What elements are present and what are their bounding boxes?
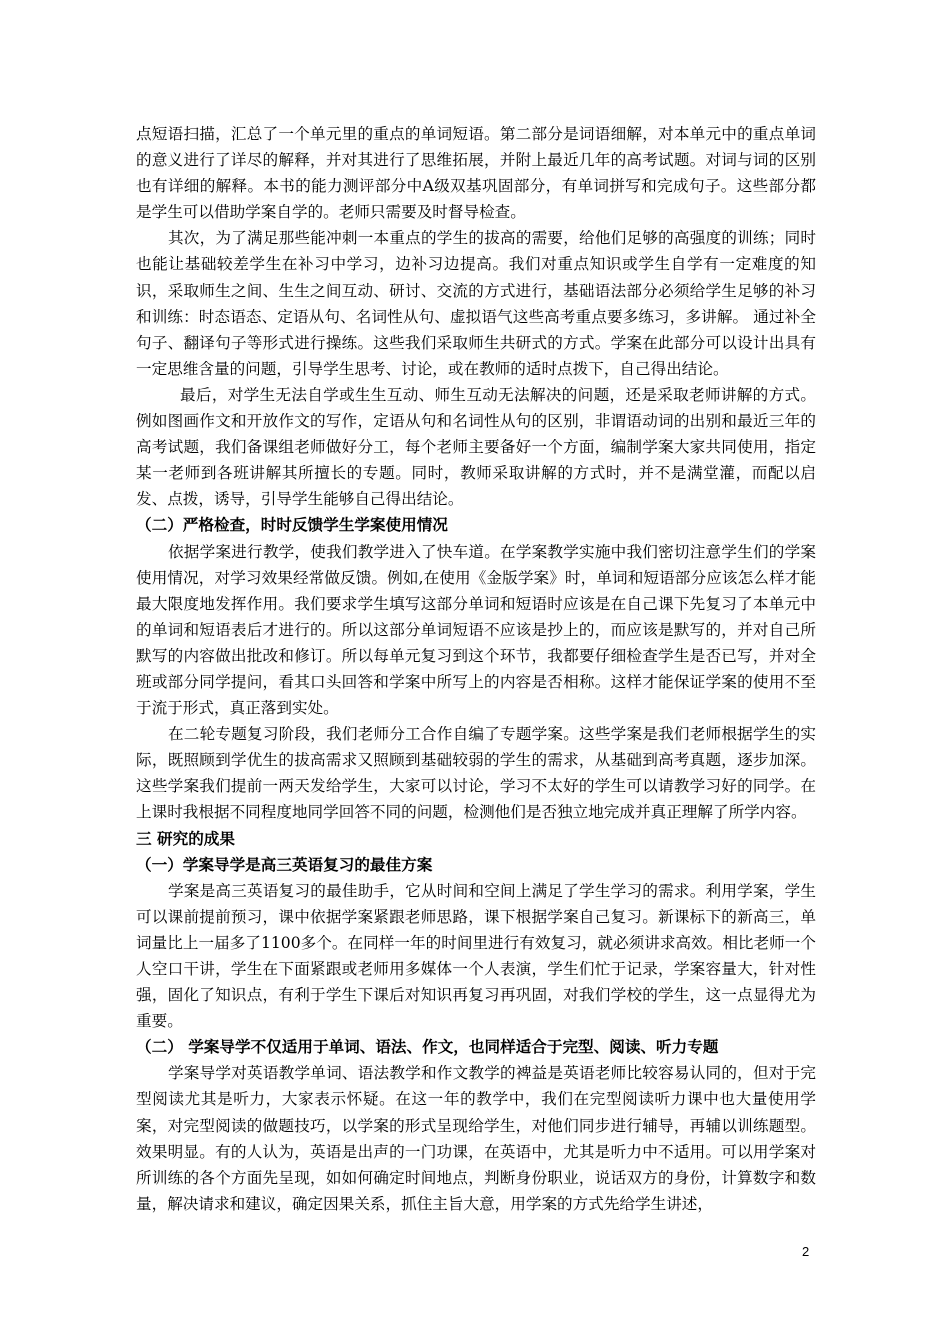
paragraph-body: 在二轮专题复习阶段，我们老师分工合作自编了专题学案。这些学案是我们老师根据学生的实际，既照顾到学优生的拔高需求又照顾到基础较弱的学生的需求，从基础到高考真题，逐步加深。这些学案我们提前一两天发给学生，大家可以讨论，学习不太好的学生可以请教学习好的同学。在上课时我根据不同程度地同学回答不同的问题，检测他们是否独立地完成并真正理解了所学内容。 (136, 725, 816, 822)
paragraph-body: 学案导学对英语教学单词、语法教学和作文教学的裨益是英语老师比较容易认同的，但对于完型阅读尤其是听力，大家表示怀疑。在这一年的教学中，我们在完型阅读听力课中也大量使用学案，对完型阅读的做题技巧，以学案的形式呈现给学生，对他们同步进行辅导，再辅以训练题型。效果明显。有的人认为，英语是出声的一门功课，在英语中，尤其是听力中不适用。可以用学案对所训练的各个方面先呈现，如如何确定时间地点，判断身份职业，说话双方的身份，计算数字和数量，解决请求和建议，确定因果关系，抓住主旨大意，用学案的方式先给学生讲述， (136, 1064, 816, 1213)
section-heading: （一）学案导学是高三英语复习的最佳方案 (136, 855, 433, 874)
section-heading: （二） 学案导学不仅适用于单词、语法、作文，也同样适合于完型、阅读、听力专题 (136, 1038, 719, 1057)
page-number: 2 (802, 1244, 810, 1259)
paragraph-body: 点短语扫描，汇总了一个单元里的重点的单词短语。第二部分是词语细解，对本单元中的重点单词的意义进行了详尽的解释，并对其进行了思维拓展，并附上最近几年的高考试题。对词与词的区别也有详细的解释。本书的能力测评部分中A级双基巩固部分，有单词拼写和完成句子。这些部分都是学生可以借助学案自学的。老师只需要及时督导检查。 (136, 125, 816, 222)
paragraph-body: 学案是高三英语复习的最佳助手，它从时间和空间上满足了学生学习的需求。利用学案，学生可以课前提前预习，课中依据学案紧跟老师思路，课下根据学案自己复习。新课标下的新高三，单词量比上一届多了1100多个。在同样一年的时间里进行有效复习，就必须讲求高效。相比老师一个人空口干讲，学生在下面紧跟或老师用多媒体一个人表演，学生们忙于记录，学案容量大，针对性强，固化了知识点，有利于学生下课后对知识再复习再巩固，对我们学校的学生，这一点显得尤为重要。 (136, 881, 816, 1031)
paragraph-body: 依据学案进行教学，使我们教学进入了快车道。在学案教学实施中我们密切注意学生们的学案使用情况，对学习效果经常做反馈。例如,在使用《金版学案》时，单词和短语部分应该怎么样才能最大限度地发挥作用。我们要求学生填写这部分单词和短语时应该是在自己课下先复习了本单元中的单词和短语表后才进行的。所以这部分单词短语不应该是抄上的，而应该是默写的，并对自己所默写的内容做出批改和修订。所以每单元复习到这个环节，我都要仔细检查学生是否已写，并对全班或部分同学提问，看其口头回答和学案中所写上的内容是否相称。这样才能保证学案的使用不至于流于形式，真正落到实处。 (136, 542, 816, 718)
section-heading: （二）严格检查，时时反馈学生学案使用情况 (136, 516, 448, 535)
paragraph-body: 最后，对学生无法自学或生生互动、师生互动无法解决的问题，还是采取老师讲解的方式。例如图画作文和开放作文的写作，定语从句和名词性从句的区别，非谓语动词的出别和最近三年的高考试题，我们备课组老师做好分工，每个老师主要备好一个方面，编制学案大家共同使用，指定某一老师到各班讲解其所擅长的专题。同时，教师采取讲解的方式时，并不是满堂灌，而配以启发、点拨，诱导，引导学生能够自己得出结论。 (136, 385, 816, 509)
paragraph-body: 其次，为了满足那些能冲刺一本重点的学生的拔高的需要，给他们足够的高强度的训练；同时也能让基础较差学生在补习中学习，边补习边提高。我们对重点知识或学生自学有一定难度的知识，采取师生之间、生生之间互动、研讨、交流的方式进行，基础语法部分必须给学生足够的补习和训练：时态语态、定语从句、名词性从句、虚拟语气这些高考重点要多练习，多讲解。 通过补全句子、翻译句子等形式进行操练。这些我们采取师生共研式的方式。学案在此部分可以设计出具有一定思维含量的问题，引导学生思考、讨论，或在教师的适时点拨下，自己得出结论。 (136, 229, 816, 378)
section-heading: 三 研究的成果 (136, 829, 235, 848)
page-body (136, 121, 816, 1217)
